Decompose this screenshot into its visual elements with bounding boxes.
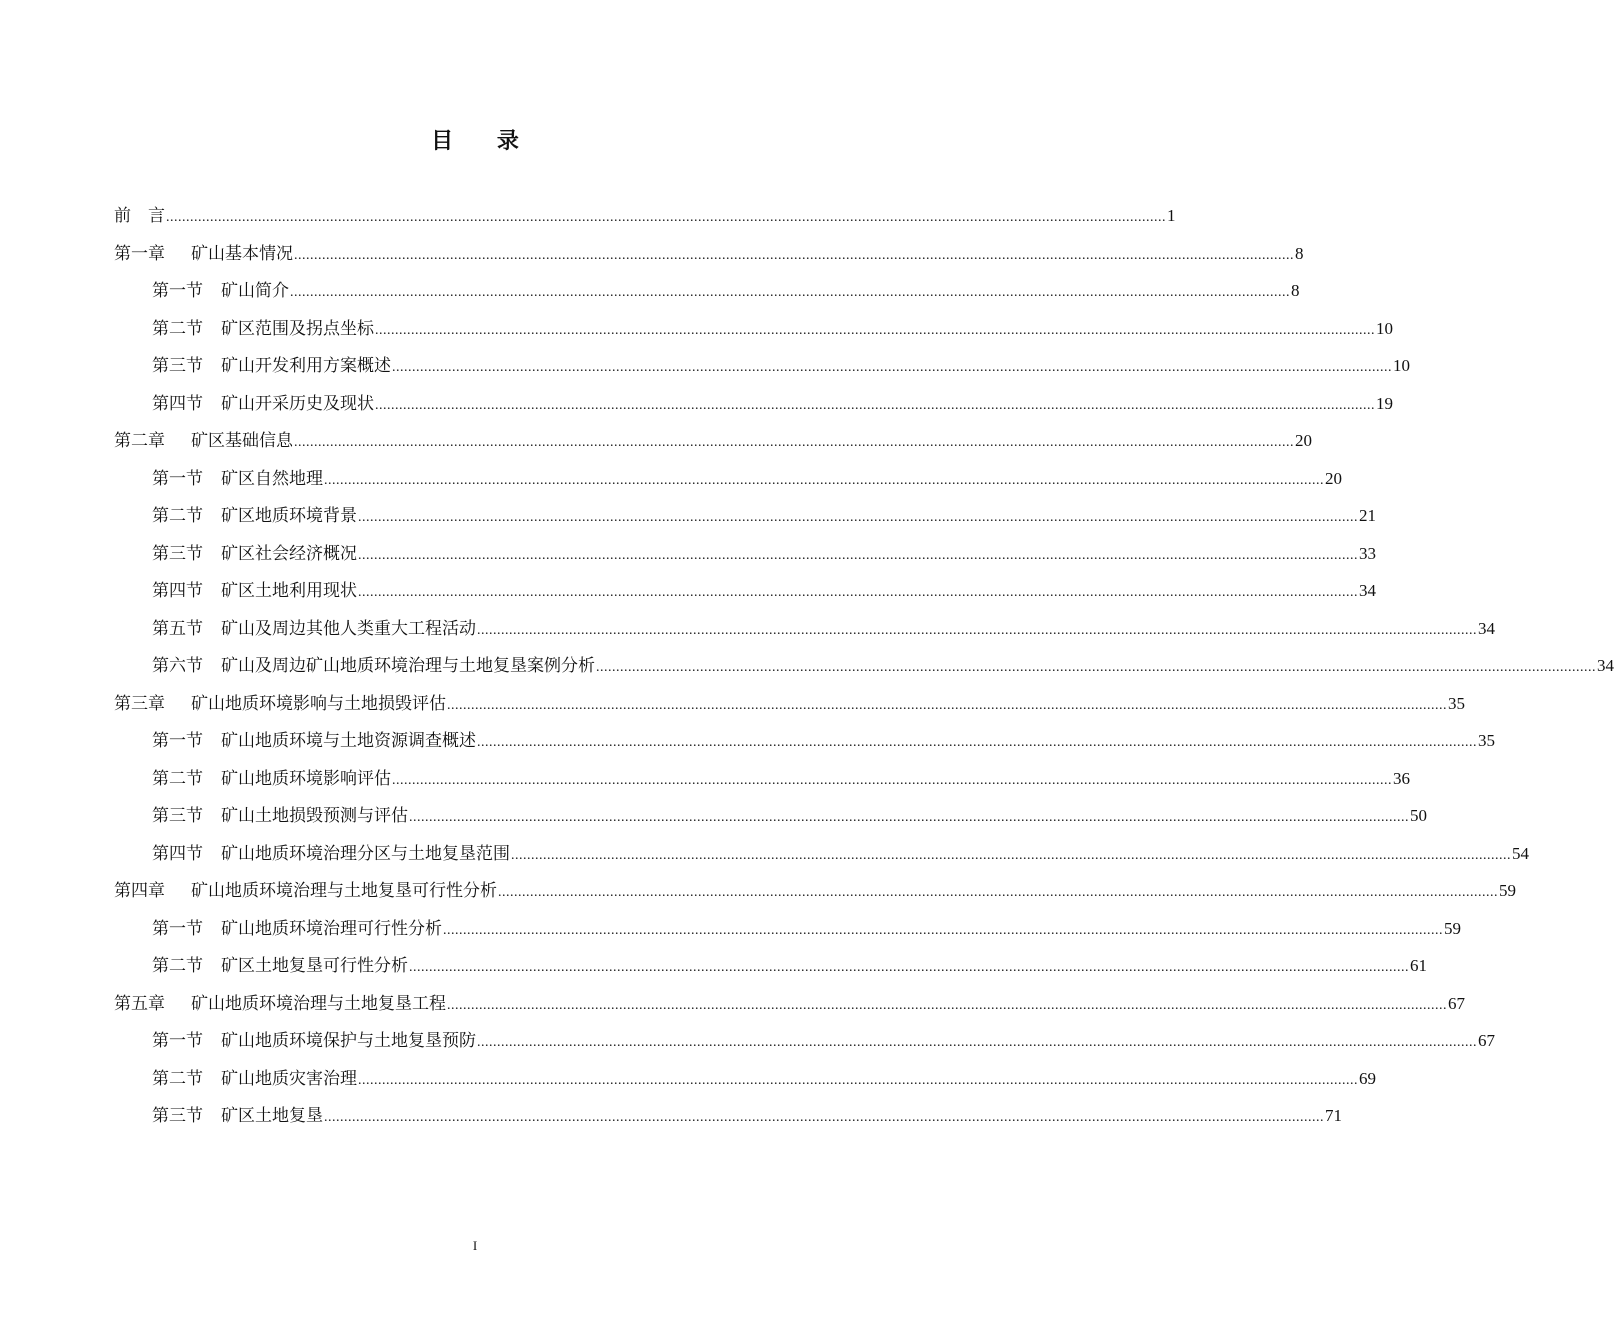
- toc-entry-preface[interactable]: [114, 201, 1176, 239]
- toc-entry-title: 矿区基础信息: [191, 431, 293, 451]
- toc-entry-number: 第五节: [152, 618, 203, 639]
- toc-dot-leader: ..........................................................................................................................................................................................................................................................: [290, 285, 1290, 300]
- toc-entry-number: 第三节: [152, 356, 203, 376]
- toc-dot-leader: ..........................................................................................................................................................................................................................................................: [324, 472, 1324, 488]
- toc-dot-leader: ..........................................................................................................................................................................................................................................................: [477, 622, 1477, 638]
- toc-entry-title: 矿区土地利用现状: [221, 581, 357, 601]
- toc-page-number: 1: [1167, 206, 1176, 225]
- toc-entry-label: [152, 951, 408, 981]
- toc-entry-label: [114, 201, 165, 231]
- toc-dot-leader: ..........................................................................................................................................................................................................................................................: [498, 885, 1498, 900]
- toc-entry-chapter[interactable]: [114, 876, 1516, 914]
- toc-entry-number: 第一节: [152, 731, 203, 751]
- toc-entry-title: 矿区自然地理: [221, 468, 323, 489]
- toc-page-number: 34: [1597, 656, 1614, 675]
- toc-entry-section[interactable]: [114, 951, 1427, 989]
- toc-entry-title: 矿山地质灾害治理: [221, 1068, 357, 1089]
- table-of-contents: [114, 201, 1614, 1139]
- toc-entry-chapter[interactable]: [114, 689, 1465, 727]
- toc-entry-number: 第一节: [152, 468, 203, 489]
- toc-page-number: 20: [1295, 431, 1312, 450]
- toc-page-number: 35: [1448, 693, 1465, 713]
- toc-entry-title: 矿山及周边其他人类重大工程活动: [221, 618, 476, 639]
- toc-entry-number: 第三节: [152, 1106, 203, 1126]
- toc-dot-leader: ..........................................................................................................................................................................................................................................................: [409, 960, 1409, 975]
- toc-entry-title: 矿山地质环境保护与土地复垦预防: [221, 1031, 476, 1051]
- toc-entry-title: 矿山地质环境治理可行性分析: [221, 918, 442, 939]
- toc-entry-label: [152, 539, 357, 569]
- toc-entry-section[interactable]: [114, 389, 1393, 427]
- toc-entry-label: [152, 614, 476, 644]
- toc-entry-section[interactable]: [114, 314, 1393, 352]
- toc-entry-label: [152, 726, 476, 756]
- toc-entry-label: [152, 276, 289, 306]
- toc-entry-number: 第一章: [114, 243, 165, 264]
- toc-entry-number: 第二节: [152, 1068, 203, 1089]
- toc-dot-leader: ..........................................................................................................................................................................................................................................................: [596, 660, 1596, 675]
- toc-dot-leader: ..........................................................................................................................................................................................................................................................: [294, 247, 1294, 263]
- toc-entry-label: [152, 1026, 476, 1056]
- toc-entry-section[interactable]: [114, 914, 1461, 952]
- toc-dot-leader: ..........................................................................................................................................................................................................................................................: [443, 922, 1443, 938]
- toc-page-number: 67: [1448, 993, 1465, 1013]
- toc-dot-leader: ..........................................................................................................................................................................................................................................................: [392, 360, 1392, 375]
- toc-entry-number: 前 言: [114, 206, 165, 226]
- toc-entry-label: [152, 651, 595, 681]
- toc-entry-title: 矿山地质环境治理与土地复垦可行性分析: [191, 881, 497, 901]
- toc-page-number: 71: [1325, 1106, 1342, 1125]
- toc-entry-label: [152, 801, 408, 831]
- toc-dot-leader: ..........................................................................................................................................................................................................................................................: [166, 210, 1166, 225]
- toc-page-number: 8: [1291, 281, 1300, 300]
- toc-entry-title: 矿山地质环境影响与土地损毁评估: [191, 693, 446, 714]
- toc-entry-number: 第二节: [152, 956, 203, 976]
- toc-entry-section[interactable]: [114, 351, 1410, 389]
- toc-entry-label: [114, 689, 446, 719]
- toc-entry-number: 第一节: [152, 281, 203, 301]
- toc-dot-leader: ..........................................................................................................................................................................................................................................................: [477, 1035, 1477, 1050]
- toc-page-number: 59: [1444, 918, 1461, 938]
- toc-entry-section[interactable]: [114, 839, 1529, 877]
- toc-entry-number: 第六节: [152, 656, 203, 676]
- toc-entry-section[interactable]: [114, 801, 1427, 839]
- toc-dot-leader: ..........................................................................................................................................................................................................................................................: [392, 772, 1392, 788]
- toc-entry-title: 矿山简介: [221, 281, 289, 301]
- toc-dot-leader: ..........................................................................................................................................................................................................................................................: [511, 847, 1511, 863]
- toc-dot-leader: ..........................................................................................................................................................................................................................................................: [324, 1110, 1324, 1125]
- toc-page-number: 50: [1410, 806, 1427, 825]
- toc-entry-number: 第二节: [152, 318, 203, 339]
- toc-entry-title: 矿山开发利用方案概述: [221, 356, 391, 376]
- toc-entry-title: 矿山地质环境治理分区与土地复垦范围: [221, 843, 510, 864]
- toc-entry-label: [152, 314, 374, 344]
- toc-entry-label: [152, 351, 391, 381]
- toc-page-number: 10: [1376, 318, 1393, 338]
- toc-entry-section[interactable]: [114, 614, 1495, 652]
- toc-entry-title: 矿区地质环境背景: [221, 506, 357, 526]
- toc-page-number: 69: [1359, 1068, 1376, 1088]
- toc-entry-number: 第四节: [152, 843, 203, 864]
- toc-page-number: 67: [1478, 1031, 1495, 1050]
- toc-entry-label: [152, 764, 391, 794]
- toc-entry-label: [114, 876, 497, 906]
- toc-page-number: 8: [1295, 243, 1304, 263]
- toc-entry-section[interactable]: [114, 539, 1376, 577]
- toc-page-number: 33: [1359, 543, 1376, 563]
- toc-entry-chapter[interactable]: [114, 426, 1312, 464]
- toc-dot-leader: ..........................................................................................................................................................................................................................................................: [477, 735, 1477, 750]
- toc-entry-section[interactable]: [114, 1026, 1495, 1064]
- toc-entry-number: 第四节: [152, 393, 203, 414]
- footer-page-number: I: [472, 1238, 478, 1253]
- toc-dot-leader: ..........................................................................................................................................................................................................................................................: [358, 585, 1358, 600]
- toc-entry-number: 第一节: [152, 918, 203, 939]
- toc-page-number: 54: [1512, 843, 1529, 863]
- toc-entry-number: 第二节: [152, 506, 203, 526]
- toc-entry-section[interactable]: [114, 1064, 1376, 1102]
- toc-entry-chapter[interactable]: [114, 989, 1465, 1027]
- toc-page-number: 21: [1359, 506, 1376, 525]
- toc-entry-title: 矿山开采历史及现状: [221, 393, 374, 414]
- toc-dot-leader: ..........................................................................................................................................................................................................................................................: [375, 322, 1375, 338]
- toc-entry-label: [152, 1064, 357, 1094]
- toc-entry-number: 第二节: [152, 768, 203, 789]
- toc-entry-section[interactable]: [114, 464, 1342, 502]
- toc-entry-title: 矿区土地复垦: [221, 1106, 323, 1126]
- toc-entry-section[interactable]: [114, 1101, 1342, 1139]
- toc-entry-title: 矿区范围及拐点坐标: [221, 318, 374, 339]
- toc-entry-title: 矿山及周边矿山地质环境治理与土地复垦案例分析: [221, 656, 595, 676]
- toc-dot-leader: ..........................................................................................................................................................................................................................................................: [447, 997, 1447, 1013]
- toc-entry-section[interactable]: [114, 501, 1376, 539]
- toc-entry-label: [152, 464, 323, 494]
- toc-entry-label: [152, 501, 357, 531]
- toc-entry-label: [152, 576, 357, 606]
- toc-entry-section[interactable]: [114, 726, 1495, 764]
- page-title: 目 录: [431, 128, 537, 154]
- toc-entry-number: 第三节: [152, 806, 203, 826]
- toc-entry-title: 矿山基本情况: [191, 243, 293, 264]
- toc-entry-label: [114, 426, 293, 456]
- toc-page-number: 20: [1325, 468, 1342, 488]
- toc-entry-number: 第一节: [152, 1031, 203, 1051]
- toc-page-number: 34: [1359, 581, 1376, 600]
- toc-entry-label: [114, 989, 446, 1019]
- toc-entry-section[interactable]: [114, 276, 1300, 314]
- toc-dot-leader: ..........................................................................................................................................................................................................................................................: [358, 510, 1358, 525]
- toc-entry-number: 第三章: [114, 693, 165, 714]
- toc-page-number: 61: [1410, 956, 1427, 975]
- toc-entry-title: 矿山地质环境影响评估: [221, 768, 391, 789]
- toc-entry-section[interactable]: [114, 764, 1410, 802]
- toc-entry-number: 第二章: [114, 431, 165, 451]
- toc-entry-section[interactable]: [114, 576, 1376, 614]
- toc-entry-title: 矿山土地损毁预测与评估: [221, 806, 408, 826]
- toc-dot-leader: ..........................................................................................................................................................................................................................................................: [375, 397, 1375, 413]
- toc-entry-label: [152, 1101, 323, 1131]
- toc-entry-title: 矿山地质环境与土地资源调查概述: [221, 731, 476, 751]
- toc-dot-leader: ..........................................................................................................................................................................................................................................................: [294, 435, 1294, 450]
- toc-page-number: 10: [1393, 356, 1410, 375]
- toc-entry-section[interactable]: [114, 651, 1614, 689]
- toc-dot-leader: ..........................................................................................................................................................................................................................................................: [447, 697, 1447, 713]
- toc-entry-label: [152, 839, 510, 869]
- toc-entry-chapter[interactable]: [114, 239, 1304, 277]
- toc-page-number: 59: [1499, 881, 1516, 900]
- toc-entry-label: [152, 914, 442, 944]
- toc-dot-leader: ..........................................................................................................................................................................................................................................................: [409, 810, 1409, 825]
- toc-entry-number: 第四章: [114, 881, 165, 901]
- toc-page-number: 35: [1478, 731, 1495, 750]
- toc-page-number: 34: [1478, 618, 1495, 638]
- toc-dot-leader: ..........................................................................................................................................................................................................................................................: [358, 547, 1358, 563]
- toc-page-number: 36: [1393, 768, 1410, 788]
- toc-entry-number: 第四节: [152, 581, 203, 601]
- toc-page-number: 19: [1376, 393, 1393, 413]
- toc-entry-title: 矿区社会经济概况: [221, 543, 357, 564]
- toc-entry-title: 矿区土地复垦可行性分析: [221, 956, 408, 976]
- toc-entry-title: 矿山地质环境治理与土地复垦工程: [191, 993, 446, 1014]
- toc-entry-number: 第三节: [152, 543, 203, 564]
- toc-entry-label: [114, 239, 293, 269]
- toc-entry-label: [152, 389, 374, 419]
- toc-entry-number: 第五章: [114, 993, 165, 1014]
- toc-dot-leader: ..........................................................................................................................................................................................................................................................: [358, 1072, 1358, 1088]
